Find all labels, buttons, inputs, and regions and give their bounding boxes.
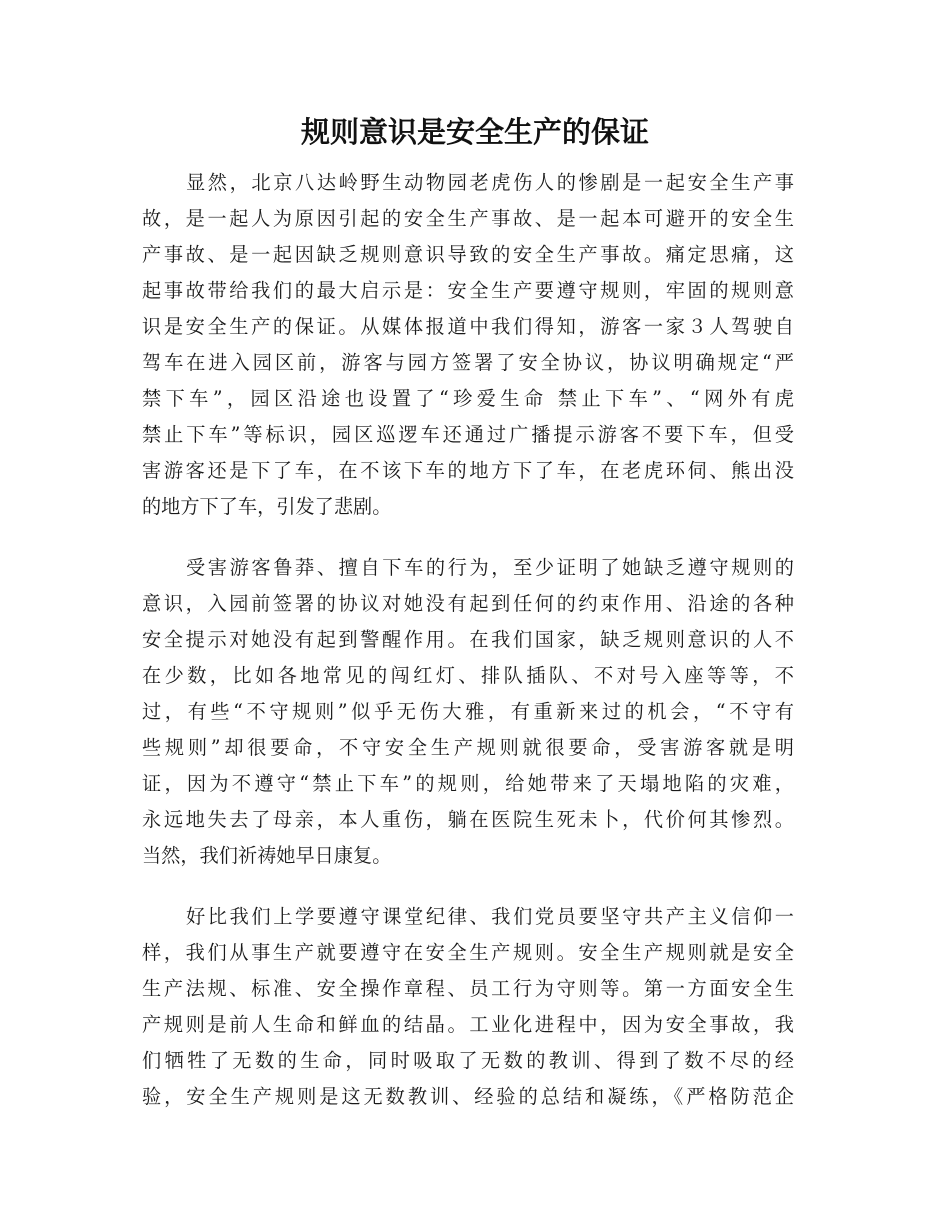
paragraph-2-line-9: 当然，我们祈祷她早日康复。 <box>142 844 392 867</box>
paragraph-1-line-6: 驾车在进入园区前，游客与园方签署了安全协议，协议明确规定“严 <box>142 351 794 374</box>
paragraph-1-line-8: 禁止下车”等标识，园区巡逻车还通过广播提示游客不要下车，但受 <box>142 423 794 446</box>
document-title: 规则意识是安全生产的保证 <box>300 115 649 149</box>
paragraph-2-line-7: 证，因为不遵守“禁止下车”的规则，给她带来了天塌地陷的灾难， <box>142 772 794 795</box>
paragraph-1-line-4: 起事故带给我们的最大启示是：安全生产要遵守规则，牢固的规则意 <box>142 279 794 302</box>
paragraph-3-line-4: 产规则是前人生命和鲜血的结晶。工业化进程中，因为安全事故，我 <box>142 1013 794 1036</box>
paragraph-1-line-9: 害游客还是下了车，在不该下车的地方下了车，在老虎环伺、熊出没 <box>142 459 794 482</box>
paragraph-3-line-5: 们牺牲了无数的生命，同时吸取了无数的教训、得到了数不尽的经 <box>142 1049 794 1072</box>
paragraph-3-line-2: 样，我们从事生产就要遵守在安全生产规则。安全生产规则就是安全 <box>142 941 794 964</box>
paragraph-1-line-3: 产事故、是一起因缺乏规则意识导致的安全生产事故。痛定思痛，这 <box>142 243 794 266</box>
paragraph-1-line-7: 禁下车”，园区沿途也设置了“珍爱生命 禁止下车”、“网外有虎 <box>142 387 794 410</box>
paragraph-3-line-1: 好比我们上学要遵守课堂纪律、我们党员要坚守共产主义信仰一 <box>186 905 794 928</box>
paragraph-1-line-2: 故，是一起人为原因引起的安全生产事故、是一起本可避开的安全生 <box>142 207 794 230</box>
paragraph-2-line-4: 在少数，比如各地常见的闯红灯、排队插队、不对号入座等等，不 <box>142 664 794 687</box>
paragraph-2-line-8: 永远地失去了母亲，本人重伤，躺在医院生死未卜，代价何其惨烈。 <box>142 808 794 831</box>
paragraph-2-line-2: 意识，入园前签署的协议对她没有起到任何的约束作用、沿途的各种 <box>142 592 794 615</box>
paragraph-3-line-6: 验，安全生产规则是这无数教训、经验的总结和凝练，《严格防范企 <box>142 1085 794 1108</box>
paragraph-1-line-10: 的地方下了车，引发了悲剧。 <box>142 495 392 518</box>
paragraph-1-line-1: 显然，北京八达岭野生动物园老虎伤人的惨剧是一起安全生产事 <box>186 171 794 194</box>
paragraph-2-line-1: 受害游客鲁莽、擅自下车的行为，至少证明了她缺乏遵守规则的 <box>186 556 794 579</box>
paragraph-1-line-5: 识是安全生产的保证。从媒体报道中我们得知，游客一家３人驾驶自 <box>142 315 794 338</box>
paragraph-2-line-6: 些规则”却很要命，不守安全生产规则就很要命，受害游客就是明 <box>142 736 794 759</box>
paragraph-2-line-3: 安全提示对她没有起到警醒作用。在我们国家，缺乏规则意识的人不 <box>142 628 794 651</box>
paragraph-3-line-3: 生产法规、标准、安全操作章程、员工行为守则等。第一方面安全生 <box>142 977 794 1000</box>
paragraph-2-line-5: 过，有些“不守规则”似乎无伤大雅，有重新来过的机会，“不守有 <box>142 700 794 723</box>
